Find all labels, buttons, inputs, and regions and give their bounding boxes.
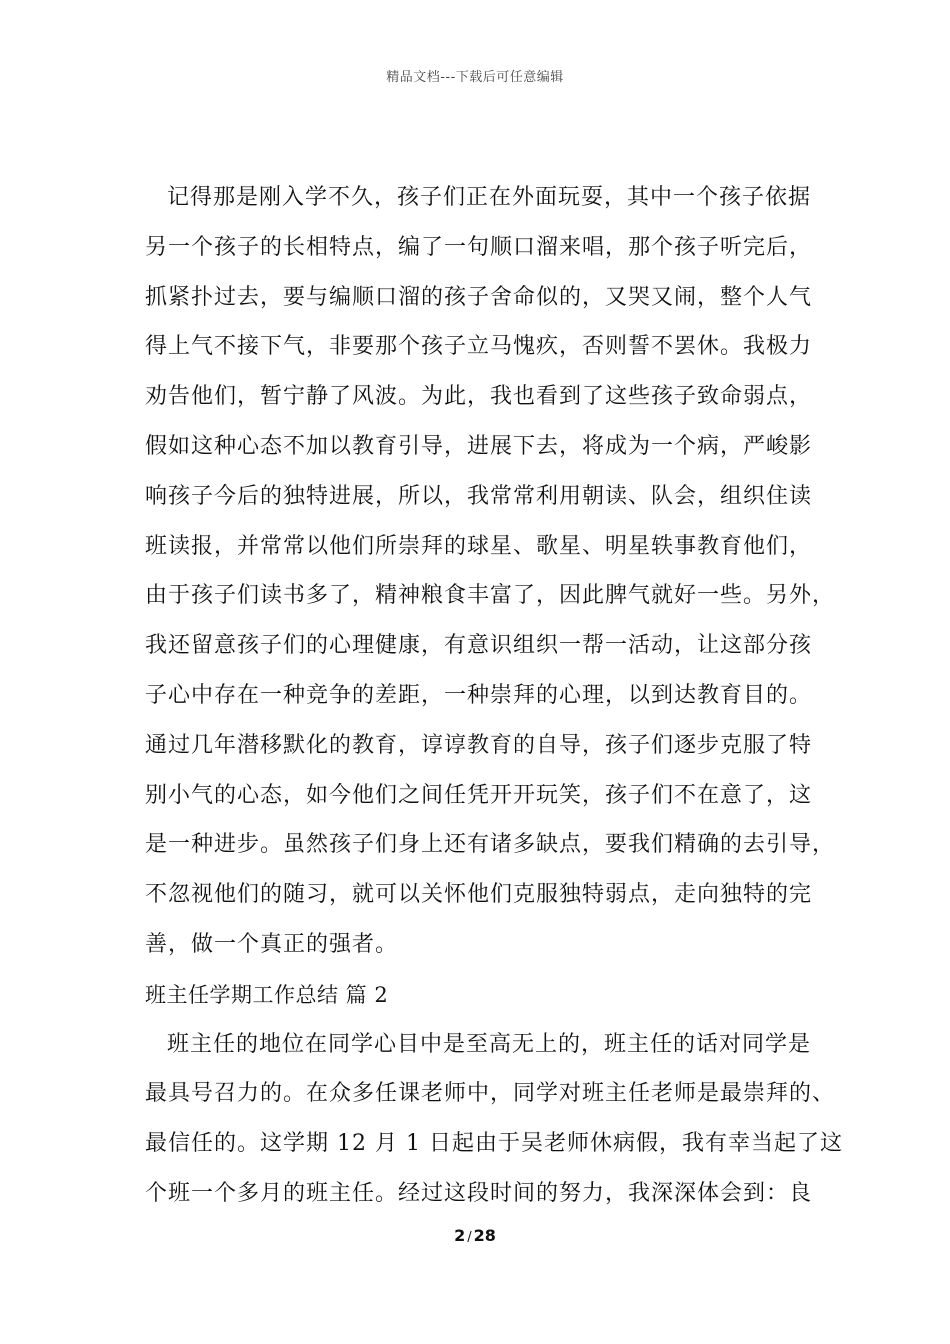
paragraph-line: 另一个孩子的长相特点，编了一句顺口溜来唱，那个孩子听完后， bbox=[145, 234, 813, 260]
paragraph-line: 得上气不接下气，非要那个孩子立马愧疚，否则誓不罢休。我极力 bbox=[145, 334, 813, 360]
section-heading: 班主任学期工作总结 篇 2 bbox=[145, 982, 389, 1007]
paragraph-line: 抓紧扑过去，要与编顺口溜的孩子舍命似的，又哭又闹，整个人气 bbox=[145, 284, 813, 310]
paragraph-line: 个班一个多月的班主任。经过这段时间的努力，我深深体会到：良 bbox=[145, 1180, 813, 1206]
paragraph-line: 记得那是刚入学不久，孩子们正在外面玩耍，其中一个孩子依据 bbox=[167, 185, 812, 210]
paragraph-line: 班主任的地位在同学心目中是至高无上的，班主任的话对同学是 bbox=[167, 1031, 812, 1057]
paragraph-line: 别小气的心态，如今他们之间任凭开开玩笑，孩子们不在意了，这 bbox=[145, 782, 813, 808]
paragraph-2 bbox=[145, 1025, 843, 1224]
paragraph-line: 不忽视他们的随习，就可以关怀他们克服独特弱点，走向独特的完 bbox=[145, 882, 813, 908]
paragraph-line: 我还留意孩子们的心理健康，有意识组织一帮一活动，让这部分孩 bbox=[145, 633, 813, 659]
paragraph-line: 响孩子今后的独特进展，所以，我常常利用朝读、队会，组织住读 bbox=[145, 483, 813, 509]
paragraph-line: 劝告他们，暂宁静了风波。为此，我也看到了这些孩子致命弱点， bbox=[145, 384, 813, 410]
page-current: 2 bbox=[454, 1226, 466, 1245]
page-total: 28 bbox=[473, 1226, 496, 1245]
paragraph-line: 通过几年潜移默化的教育，谆谆教育的自导，孩子们逐步克服了特 bbox=[145, 732, 813, 758]
paragraph-1 bbox=[145, 178, 836, 975]
paragraph-line: 是一种进步。虽然孩子们身上还有诸多缺点，要我们精确的去引导， bbox=[145, 832, 836, 858]
paragraph-line: 最具号召力的。在众多任课老师中，同学对班主任老师是最崇拜的、 bbox=[145, 1081, 836, 1107]
page-header: 精品文档---下载后可任意编辑 bbox=[386, 70, 564, 85]
paragraph-line: 最信任的。这学期 12 月 1 日起由于吴老师休病假，我有幸当起了这 bbox=[145, 1131, 843, 1157]
paragraph-line: 班读报，并常常以他们所崇拜的球星、歌星、明星轶事教育他们， bbox=[145, 533, 813, 559]
document-body bbox=[145, 178, 843, 1224]
paragraph-line: 假如这种心态不加以教育引导，进展下去，将成为一个病，严峻影 bbox=[145, 433, 813, 459]
paragraph-line: 由于孩子们读书多了，精神粮食丰富了，因此脾气就好一些。另外， bbox=[145, 583, 836, 609]
page-number bbox=[0, 1226, 950, 1245]
page-separator: / bbox=[467, 1230, 472, 1245]
paragraph-line: 善，做一个真正的强者。 bbox=[145, 931, 399, 957]
paragraph-line: 子心中存在一种竞争的差距，一种崇拜的心理，以到达教育目的。 bbox=[145, 682, 813, 708]
